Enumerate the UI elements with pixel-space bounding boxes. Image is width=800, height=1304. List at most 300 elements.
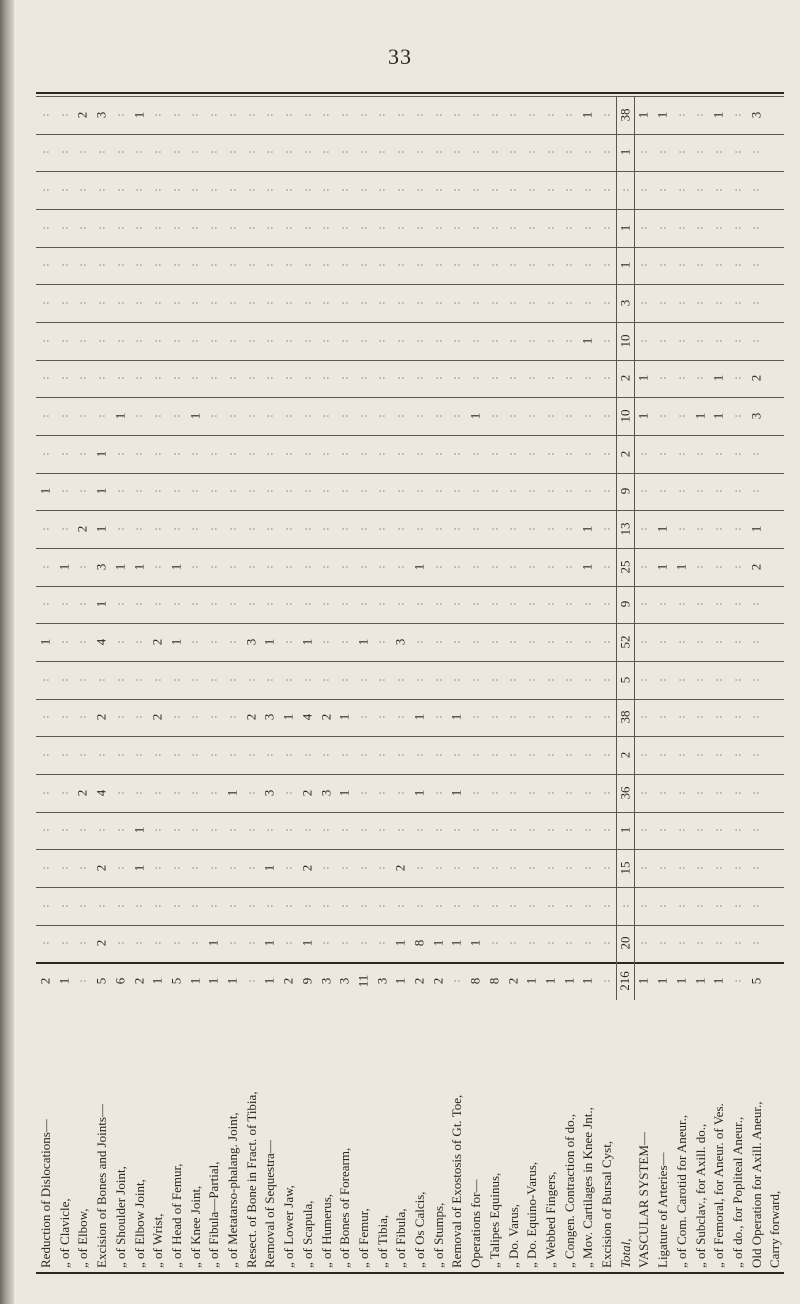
table-cell <box>55 322 74 360</box>
table-cell <box>410 134 429 172</box>
cell-value: : <box>562 226 575 230</box>
table-cell <box>691 247 710 285</box>
cell-value: : <box>282 263 295 268</box>
cell-value: : <box>207 301 220 305</box>
cell-value: : <box>39 678 52 682</box>
cell-value: : <box>731 715 744 720</box>
cell-value: : <box>58 263 71 268</box>
cell-value: : <box>263 113 276 117</box>
table-cell <box>111 435 130 473</box>
cell-value: : <box>693 565 706 569</box>
table-cell <box>354 473 373 511</box>
table-cell <box>373 925 392 963</box>
cell-value: : <box>488 866 501 870</box>
table-cell <box>204 322 223 360</box>
cell-value: : <box>151 339 164 343</box>
cell-value: : <box>432 113 445 117</box>
table-cell <box>130 360 149 398</box>
cell-value: : <box>76 715 89 720</box>
table-cell <box>747 473 766 511</box>
table-cell <box>447 548 466 586</box>
cell-value: : <box>675 527 688 531</box>
cell-value: : <box>338 866 351 870</box>
table-cell <box>672 397 691 435</box>
table-cell <box>223 397 242 435</box>
cell-value: : <box>263 828 276 833</box>
table-cell <box>373 360 392 398</box>
table-cell <box>616 322 635 360</box>
cell-value: : <box>188 452 201 456</box>
table-cell <box>504 171 523 209</box>
row-label <box>354 1004 373 1268</box>
cell-value: : <box>245 565 258 569</box>
cell-value: : <box>637 226 650 230</box>
table-cell <box>616 134 635 172</box>
cell-value: : <box>600 376 613 381</box>
table-cell <box>204 586 223 624</box>
table-cell <box>36 96 55 134</box>
table-cell <box>92 473 111 511</box>
cell-value: : <box>731 339 744 343</box>
table-cell <box>186 360 205 398</box>
table-cell <box>410 962 429 1000</box>
table-cell <box>466 661 485 699</box>
table-cell <box>260 247 279 285</box>
table-cell <box>148 887 167 925</box>
table-cell <box>92 134 111 172</box>
cell-value: : <box>749 188 762 192</box>
table-cell <box>73 435 92 473</box>
table-cell <box>186 774 205 812</box>
table-cell <box>597 247 616 285</box>
cell-value: : <box>581 452 594 456</box>
cell-value: : <box>749 904 762 908</box>
cell-value: : <box>413 113 426 117</box>
cell-value: : <box>600 263 613 268</box>
table-cell <box>167 360 186 398</box>
cell-value: : <box>731 565 744 569</box>
table-cell <box>298 887 317 925</box>
table-cell <box>373 209 392 247</box>
cell-value: : <box>712 791 725 795</box>
cell-value: : <box>469 828 482 833</box>
cell-value: : <box>58 301 71 305</box>
table-cell <box>260 812 279 850</box>
table-cell <box>92 849 111 887</box>
cell-value: : <box>245 376 258 381</box>
table-cell <box>504 887 523 925</box>
table-cell <box>298 586 317 624</box>
table-cell <box>186 435 205 473</box>
table-cell <box>73 849 92 887</box>
table-cell <box>597 360 616 398</box>
table-cell <box>242 887 261 925</box>
cell-value: : <box>263 452 276 456</box>
table-cell <box>747 812 766 850</box>
row-label <box>73 1004 92 1268</box>
cell-value: 10 <box>617 409 633 423</box>
cell-value: : <box>488 113 501 117</box>
table-cell <box>354 171 373 209</box>
table-cell <box>92 736 111 774</box>
table-cell <box>485 661 504 699</box>
table-cell <box>672 435 691 473</box>
table-cell <box>597 887 616 925</box>
cell-value: : <box>506 339 519 343</box>
table-cell <box>672 962 691 1000</box>
table-cell <box>92 209 111 247</box>
cell-value: : <box>95 301 108 305</box>
cell-value: : <box>76 226 89 230</box>
cell-value: : <box>637 452 650 456</box>
cell-value: : <box>450 150 463 155</box>
table-cell <box>466 209 485 247</box>
table-cell <box>373 699 392 737</box>
table-cell <box>653 548 672 586</box>
cell-value: : <box>488 715 501 720</box>
cell-value: : <box>151 489 164 494</box>
table-cell <box>634 322 653 360</box>
cell-value: : <box>469 904 482 908</box>
table-cell <box>541 812 560 850</box>
cell-value: : <box>226 226 239 230</box>
table-cell <box>578 774 597 812</box>
cell-value: : <box>226 866 239 870</box>
table-cell <box>130 962 149 1000</box>
cell-value: : <box>675 791 688 795</box>
table-cell <box>335 96 354 134</box>
table-cell <box>747 322 766 360</box>
cell-value: : <box>469 150 482 155</box>
cell-value: : <box>151 602 164 607</box>
cell-value: : <box>675 188 688 192</box>
cell-value: : <box>151 753 164 757</box>
table-cell <box>709 925 728 963</box>
table-cell <box>447 774 466 812</box>
table-cell <box>597 284 616 322</box>
table-cell <box>111 699 130 737</box>
table-cell <box>36 322 55 360</box>
cell-value: 1 <box>261 638 277 646</box>
cell-value: : <box>413 753 426 757</box>
table-cell <box>335 925 354 963</box>
cell-value: : <box>562 339 575 343</box>
table-cell <box>55 548 74 586</box>
book-binding-shadow <box>0 0 14 1304</box>
table-cell <box>485 736 504 774</box>
table-cell <box>429 473 448 511</box>
table-cell <box>354 247 373 285</box>
cell-value: : <box>413 150 426 155</box>
table-cell <box>653 284 672 322</box>
table-cell <box>36 134 55 172</box>
row-label-text: VASCULAR SYSTEM— <box>636 1132 652 1268</box>
cell-value: : <box>394 791 407 795</box>
table-cell <box>429 360 448 398</box>
cell-value: : <box>562 113 575 117</box>
cell-value: 1 <box>205 977 221 985</box>
table-cell <box>317 134 336 172</box>
cell-value: : <box>282 489 295 494</box>
cell-value: : <box>151 263 164 268</box>
table-cell <box>223 473 242 511</box>
table-cell <box>36 360 55 398</box>
cell-value: : <box>619 904 632 908</box>
table-cell <box>691 849 710 887</box>
table-top-rule <box>36 92 784 94</box>
table-cell <box>447 473 466 511</box>
table-cell <box>634 736 653 774</box>
cell-value: 1 <box>130 563 146 571</box>
table-cell <box>709 774 728 812</box>
cell-value: : <box>39 376 52 381</box>
table-cell <box>354 849 373 887</box>
cell-value: 3 <box>392 638 408 646</box>
table-cell <box>335 360 354 398</box>
cell-value: : <box>76 602 89 607</box>
row-label <box>765 1004 784 1268</box>
table-cell <box>410 661 429 699</box>
cell-value: : <box>76 301 89 305</box>
cell-value: : <box>338 301 351 305</box>
table-cell <box>429 887 448 925</box>
table-cell <box>691 736 710 774</box>
table-cell <box>391 171 410 209</box>
table-cell <box>167 925 186 963</box>
cell-value: 2 <box>747 375 763 382</box>
cell-value: : <box>656 941 669 946</box>
table-cell <box>391 962 410 1000</box>
cell-value: : <box>749 263 762 268</box>
table-cell <box>560 134 579 172</box>
table-cell <box>541 849 560 887</box>
table-cell <box>111 887 130 925</box>
cell-value: : <box>151 678 164 682</box>
cell-value: : <box>450 979 463 983</box>
cell-value: : <box>432 150 445 155</box>
cell-value: : <box>600 791 613 795</box>
table-cell <box>728 849 747 887</box>
cell-value: 1 <box>56 977 72 985</box>
table-cell <box>279 699 298 737</box>
table-cell <box>691 548 710 586</box>
table-cell <box>504 322 523 360</box>
row-label <box>504 1004 523 1268</box>
cell-value: : <box>245 527 258 531</box>
cell-value: : <box>132 640 145 644</box>
table-cell <box>429 134 448 172</box>
table-cell <box>522 134 541 172</box>
table-cell <box>410 247 429 285</box>
cell-value: : <box>114 489 127 494</box>
table-cell <box>186 661 205 699</box>
cell-value: : <box>39 263 52 268</box>
cell-value: : <box>506 791 519 795</box>
table-cell <box>429 171 448 209</box>
cell-value: : <box>282 414 295 418</box>
table-cell <box>373 962 392 1000</box>
cell-value: 1 <box>392 940 408 947</box>
table-cell <box>597 96 616 134</box>
cell-value: : <box>450 376 463 381</box>
table-cell <box>317 96 336 134</box>
cell-value: : <box>39 753 52 757</box>
cell-value: : <box>39 452 52 456</box>
cell-value: : <box>357 263 370 268</box>
table-cell <box>466 925 485 963</box>
table-cell <box>335 171 354 209</box>
row-label-text: „ of Bones of Forearm, <box>337 1147 353 1268</box>
cell-value: : <box>188 715 201 720</box>
table-cell <box>148 548 167 586</box>
cell-value: : <box>301 226 314 230</box>
table-cell <box>317 623 336 661</box>
table-cell <box>541 962 560 1000</box>
cell-value: : <box>188 188 201 192</box>
table-cell <box>410 510 429 548</box>
cell-value: : <box>506 828 519 833</box>
table-cell <box>55 736 74 774</box>
row-label <box>242 1004 261 1268</box>
cell-value: : <box>188 753 201 757</box>
table-cell <box>223 774 242 812</box>
table-cell <box>504 586 523 624</box>
cell-value: 1 <box>448 789 464 797</box>
cell-value: : <box>637 339 650 343</box>
table-cell <box>167 171 186 209</box>
table-cell <box>634 849 653 887</box>
table-cell <box>354 661 373 699</box>
cell-value: : <box>357 866 370 870</box>
table-cell <box>55 849 74 887</box>
table-cell <box>223 134 242 172</box>
cell-value: : <box>675 113 688 117</box>
cell-value: : <box>469 226 482 230</box>
table-cell <box>223 284 242 322</box>
cell-value: : <box>469 640 482 644</box>
table-cell <box>204 397 223 435</box>
cell-value: : <box>301 188 314 192</box>
row-label <box>111 1004 130 1268</box>
table-cell <box>541 435 560 473</box>
table-cell <box>204 962 223 1000</box>
row-label <box>709 1004 728 1268</box>
table-cell <box>728 397 747 435</box>
cell-value: : <box>114 301 127 305</box>
table-cell <box>747 586 766 624</box>
table-cell <box>466 284 485 322</box>
table-cell <box>260 661 279 699</box>
cell-value: : <box>469 753 482 757</box>
cell-value: : <box>656 301 669 305</box>
cell-value: : <box>600 640 613 644</box>
cell-value: : <box>188 301 201 305</box>
table-cell <box>447 510 466 548</box>
table-cell <box>130 510 149 548</box>
table-cell <box>36 510 55 548</box>
table-cell <box>504 548 523 586</box>
cell-value: : <box>375 791 388 795</box>
cell-value: : <box>338 226 351 230</box>
table-cell <box>578 699 597 737</box>
table-cell <box>672 134 691 172</box>
table-cell <box>653 849 672 887</box>
table-cell <box>391 284 410 322</box>
table-cell <box>429 586 448 624</box>
cell-value: : <box>731 527 744 531</box>
table-cell <box>504 925 523 963</box>
cell-value: : <box>488 828 501 833</box>
cell-value: 216 <box>617 971 633 991</box>
cell-value: : <box>544 941 557 946</box>
table-cell <box>73 360 92 398</box>
cell-value: : <box>263 678 276 682</box>
cell-value: 1 <box>411 714 427 721</box>
cell-value: : <box>562 640 575 644</box>
table-cell <box>130 96 149 134</box>
row-label <box>466 1004 485 1268</box>
cell-value: 1 <box>654 977 670 985</box>
table-cell <box>298 699 317 737</box>
cell-value: : <box>581 753 594 757</box>
table-cell <box>560 284 579 322</box>
cell-value: : <box>450 904 463 908</box>
cell-value: : <box>245 828 258 833</box>
cell-value: : <box>188 226 201 230</box>
table-cell <box>279 887 298 925</box>
table-cell <box>223 171 242 209</box>
table-cell <box>597 171 616 209</box>
table-cell <box>616 171 635 209</box>
table-cell <box>92 322 111 360</box>
cell-value: : <box>319 452 332 456</box>
cell-value: : <box>525 904 538 908</box>
cell-value: : <box>58 150 71 155</box>
table-cell <box>335 586 354 624</box>
table-cell <box>522 736 541 774</box>
cell-value: : <box>263 263 276 268</box>
table-cell <box>691 360 710 398</box>
cell-value: : <box>656 715 669 720</box>
table-cell <box>354 623 373 661</box>
table-cell <box>260 548 279 586</box>
cell-value: : <box>432 339 445 343</box>
cell-value: : <box>132 791 145 795</box>
table-cell <box>130 284 149 322</box>
table-cell <box>186 284 205 322</box>
table-cell <box>260 736 279 774</box>
row-label-text: „ Talipes Equinus, <box>486 1172 502 1268</box>
table-cell <box>485 510 504 548</box>
table-cell <box>560 962 579 1000</box>
table-cell <box>672 661 691 699</box>
cell-value: : <box>581 715 594 720</box>
table-cell <box>522 586 541 624</box>
table-cell <box>597 699 616 737</box>
table-cell <box>73 962 92 1000</box>
cell-value: : <box>132 715 145 720</box>
cell-value: : <box>394 904 407 908</box>
table-cell <box>504 360 523 398</box>
cell-value: : <box>338 150 351 155</box>
table-cell <box>522 96 541 134</box>
table-cell <box>391 209 410 247</box>
table-cell <box>279 473 298 511</box>
cell-value: : <box>357 715 370 720</box>
cell-value: 1 <box>467 412 483 420</box>
table-cell <box>242 812 261 850</box>
table-cell <box>55 812 74 850</box>
